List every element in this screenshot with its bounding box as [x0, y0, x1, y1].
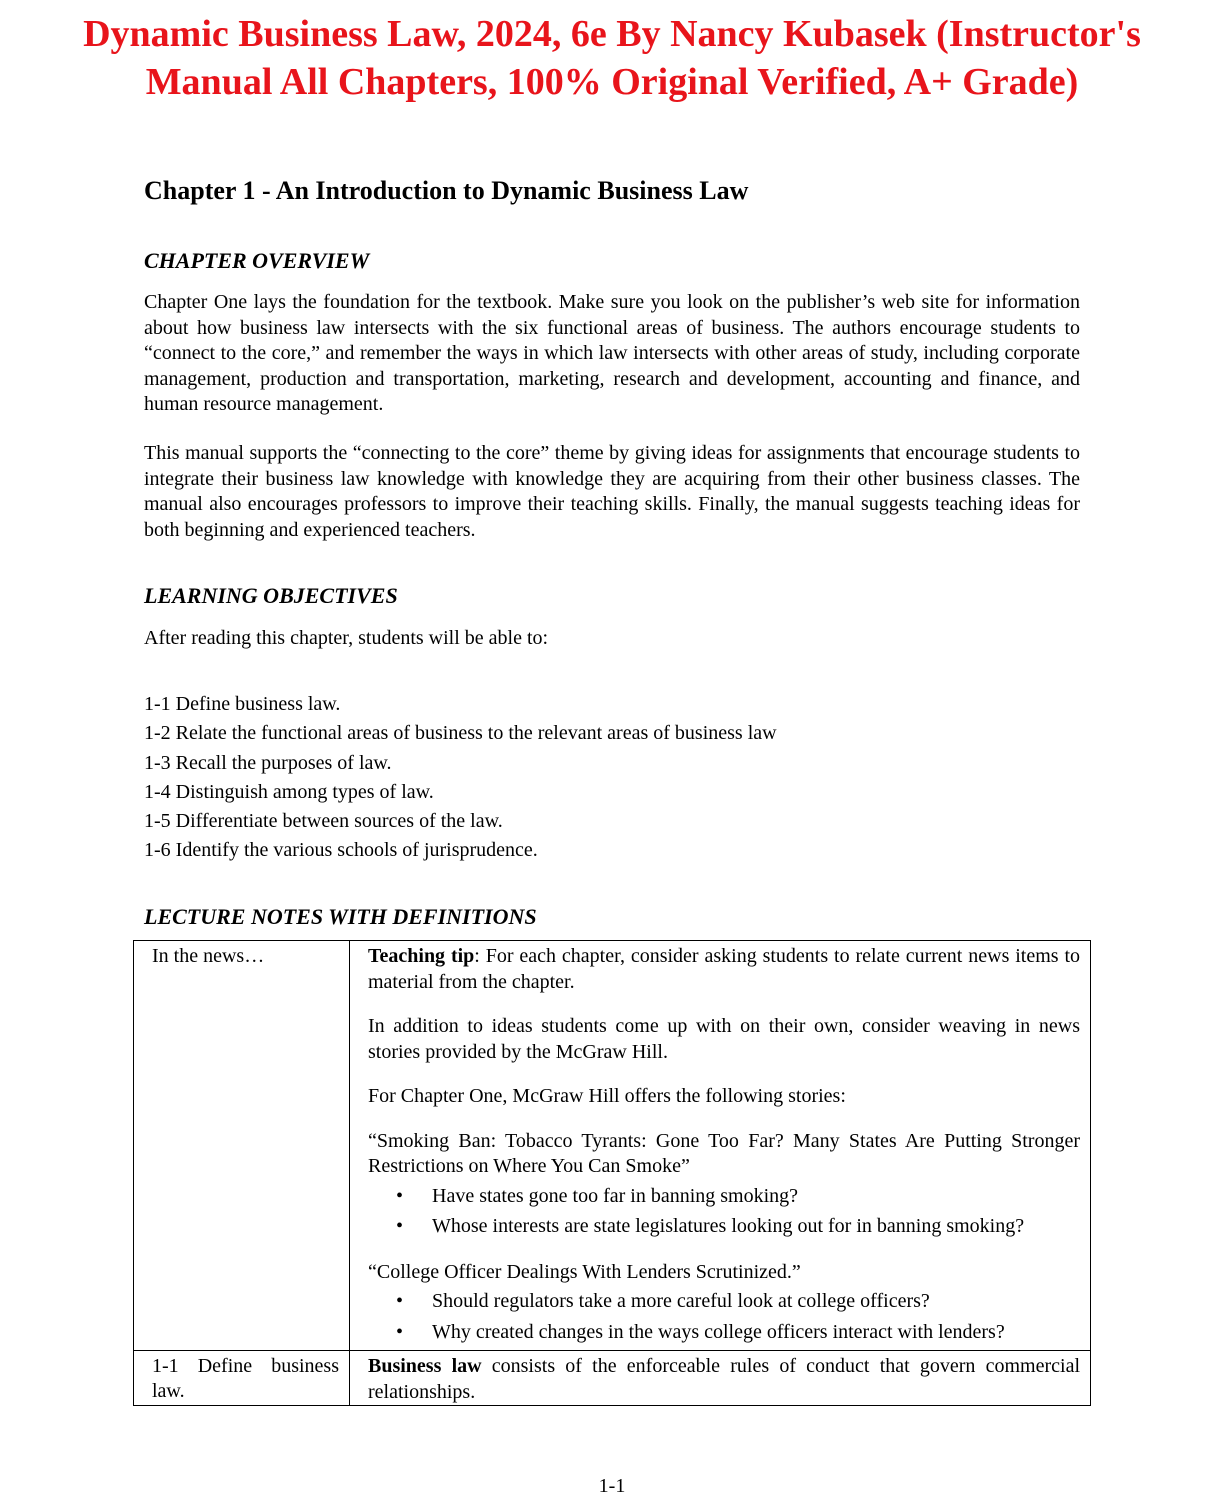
definition [368, 1354, 1080, 1405]
notes-paragraph: In addition to ideas students come up with on their own, consider weaving in news stories provided by the McGraw Hill. [368, 1015, 1080, 1063]
objective-item: 1-3 Recall the purposes of law. [144, 751, 392, 774]
news-story-1: “Smoking Ban: Tobacco Tyrants: Gone Too Far? Many States Are Putting Stronger Restrictions on Where You Can Smoke” [368, 1129, 1080, 1177]
overview-paragraph-1: Chapter One lays the foundation for the textbook. Make sure you look on the publisher’s web site for information about how business law intersects with the six functional areas of business. The authors encourage students to “connect to the core,” and remember the ways in which law intersects with other areas of study, including corporate management, production and transportation, marketing, research and development, accounting and finance, and human resource management. [144, 291, 1080, 415]
list-item [368, 1320, 1080, 1346]
question-text: Whose interests are state legislatures looking out for in banning smoking? [432, 1215, 1025, 1237]
story-1-questions [368, 1184, 1080, 1240]
teaching-tip-label: Teaching tip [368, 945, 475, 967]
objective-item: 1-5 Differentiate between sources of the law. [144, 810, 503, 833]
row-topic: 1-1 Define business law. [134, 1351, 350, 1406]
bullet-icon: • [396, 1215, 404, 1237]
question-text: Why created changes in the ways college officers interact with lenders? [432, 1320, 1005, 1343]
objectives-heading: LEARNING OBJECTIVES [144, 583, 398, 608]
list-item [368, 1289, 1080, 1315]
document-title: Dynamic Business Law, 2024, 6e By Nancy Kubasek (Instructor's Manual All Chapters, 100% Original Verified, A+ Grade) [83, 13, 1141, 103]
row-notes [350, 941, 1091, 1351]
bullet-icon: • [396, 1290, 404, 1312]
notes-paragraph: For Chapter One, McGraw Hill offers the following stories: [368, 1085, 846, 1107]
list-item [368, 1184, 1080, 1210]
objective-item: 1-2 Relate the functional areas of business to the relevant areas of business law [144, 722, 777, 745]
teaching-tip [368, 944, 1080, 995]
objective-item: 1-1 Define business law. [144, 693, 341, 715]
definition-term: Business law [368, 1355, 482, 1377]
lecture-heading: LECTURE NOTES WITH DEFINITIONS [144, 904, 537, 929]
chapter-title: Chapter 1 - An Introduction to Dynamic Business Law [144, 176, 749, 205]
overview-paragraph-2: This manual supports the “connecting to the core” theme by giving ideas for assignments that encourage students to integrate their business law knowledge with knowledge they are acquiring from their other business classes. The manual also encourages professors to improve their teaching skills. Finally, the manual suggests teaching ideas for both beginning and experienced teachers. [144, 442, 1080, 541]
news-story-2: “College Officer Dealings With Lenders Scrutinized.” [368, 1260, 801, 1283]
lecture-notes-table [133, 940, 1091, 1406]
objectives-list [144, 690, 777, 866]
definition-text: consists of the enforceable rules of conduct that govern commercial relationships. [368, 1355, 1081, 1403]
overview-heading: CHAPTER OVERVIEW [144, 248, 370, 273]
bullet-icon: • [396, 1320, 404, 1343]
table-row [134, 941, 1091, 1351]
table-row [134, 1351, 1091, 1406]
story-2-questions [368, 1289, 1080, 1345]
question-text: Should regulators take a more careful look at college officers? [432, 1290, 930, 1312]
objectives-intro: After reading this chapter, students will be able to: [144, 627, 549, 649]
objective-item: 1-6 Identify the various schools of jurisprudence. [144, 839, 538, 862]
page-number: 1-1 [598, 1475, 626, 1497]
list-item [368, 1214, 1080, 1240]
question-text: Have states gone too far in banning smoking? [432, 1184, 799, 1207]
teaching-tip-text: : For each chapter, consider asking students to relate current news items to material from the chapter. [368, 945, 1080, 993]
row-topic: In the news… [134, 941, 350, 1351]
objective-item: 1-4 Distinguish among types of law. [144, 780, 434, 803]
bullet-icon: • [396, 1184, 404, 1207]
row-notes [350, 1351, 1091, 1406]
